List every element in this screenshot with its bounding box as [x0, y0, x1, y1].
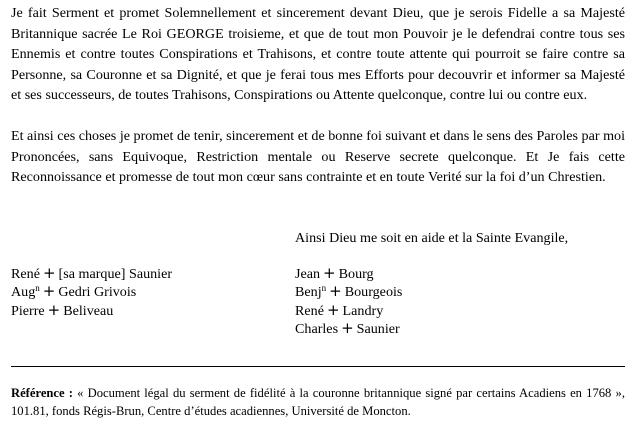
divider-rule: [11, 366, 625, 367]
mark-cross-icon: +: [329, 282, 342, 301]
signature-line: [295, 282, 402, 300]
reference-text: « Document légal du serment de fidélité à la couronne britannique signé par certains Acadiens en 1768 », 101.81, fonds Régis-Brun, Centre d’études acadiennes, Université de Moncton.: [11, 386, 625, 418]
signer-last-name: Landry: [342, 302, 384, 319]
signatures-right: [295, 264, 402, 338]
signature-line: [11, 282, 172, 300]
signer-first-name: Benj: [295, 284, 322, 301]
signer-first-name: René: [295, 302, 324, 319]
signer-last-name: Bourgeois: [344, 284, 403, 301]
reference-label: Référence :: [11, 386, 73, 400]
signer-first-name: Charles: [295, 321, 339, 338]
signer-last-name: [sa marque] Saunier: [58, 266, 173, 282]
signer-first-name: Jean: [295, 266, 321, 282]
signer-first-name: Aug: [11, 284, 36, 301]
reference-note: [11, 385, 625, 420]
signer-first-name-abbrev: n: [321, 283, 327, 294]
signature-line: [295, 319, 402, 337]
mark-cross-icon: +: [47, 300, 61, 319]
signer-last-name: Bourg: [338, 266, 374, 282]
signature-line: [295, 301, 402, 319]
signature-line: [11, 301, 172, 319]
mark-cross-icon: +: [323, 264, 336, 282]
signature-line: [11, 264, 172, 282]
closing-invocation: Ainsi Dieu me soit en aide et la Sainte Evangile,: [295, 230, 569, 246]
mark-cross-icon: +: [42, 282, 56, 301]
oath-paragraph: Je fait Serment et promet Solemnellement et sincerement devant Dieu, que je serois Fidelle a sa Majesté Britannique sacrée Le Roi GEORGE troisieme, et que de tout mon Pouvoir je le defendrai contre tous ses Ennemis et contre toutes Conspirations et Trahisons, et contre toute attente qui pourroit se faire contre sa Personne, sa Couronne et sa Dignité, et que je ferai tous mes Efforts pour decouvrir et informer sa Majesté et ses successeurs, de toutes Trahisons, Conspirations ou Attente quelconque, contre lui ou contre eux.: [11, 5, 625, 104]
signer-first-name: Pierre: [11, 302, 45, 319]
mark-cross-icon: +: [42, 264, 56, 282]
mark-cross-icon: +: [341, 319, 354, 338]
promise-paragraph: Et ainsi ces choses je promet de tenir, sincerement et de bonne foi suivant et dans le sens des Paroles par moi Prononcées, sans Equivoque, Restriction mentale ou Reserve secrete quelconque. Et Je fais cette Reconnoissance et promesse de tout mon cœur sans contrainte et en toute Verité sur la foi d’un Chrestien.: [11, 128, 625, 186]
signer-last-name: Gedri Grivois: [58, 284, 137, 301]
signer-first-name-abbrev: n: [35, 283, 40, 294]
mark-cross-icon: +: [326, 300, 340, 319]
signer-last-name: Saunier: [356, 321, 400, 338]
signer-first-name: René: [11, 266, 40, 282]
signer-last-name: Beliveau: [63, 302, 114, 319]
signature-line: [295, 264, 402, 282]
signatures-left: [11, 264, 172, 319]
